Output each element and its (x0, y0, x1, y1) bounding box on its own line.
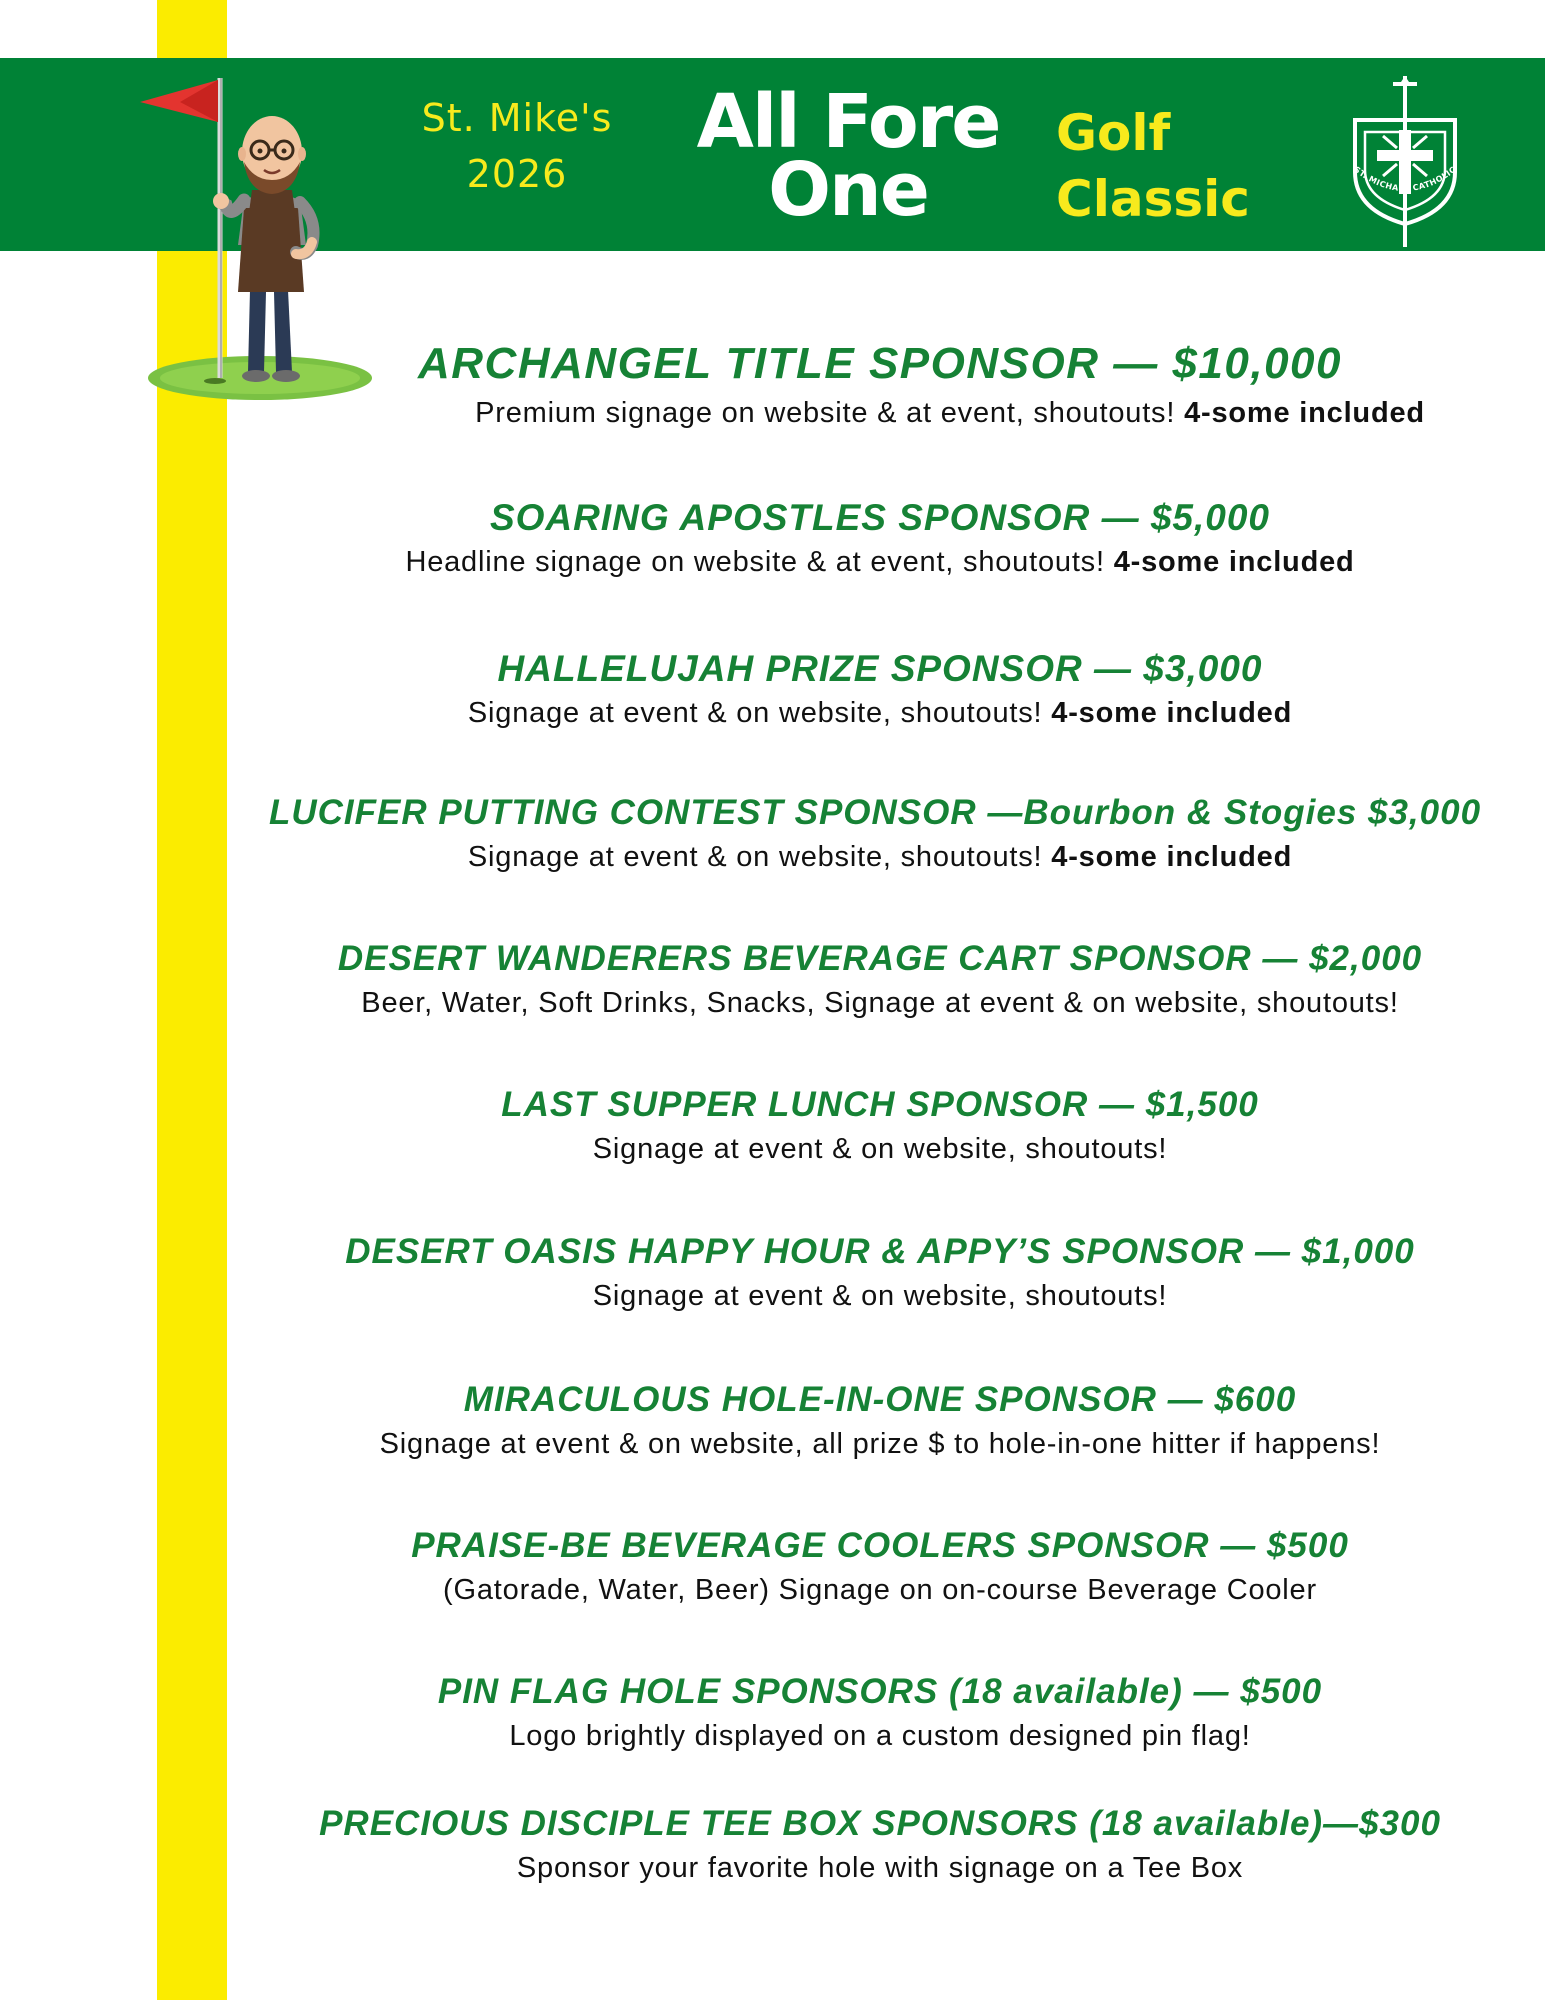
sponsor-tier-pin-flag (230, 1670, 1530, 1755)
sponsor-tier-hole-in-one (230, 1378, 1530, 1463)
sponsor-description (370, 394, 1530, 432)
event-subtitle-line2: Classic (1056, 170, 1250, 228)
event-year: 2026 (466, 152, 568, 196)
sponsor-tier-last-supper (230, 1083, 1530, 1168)
sponsor-description (230, 838, 1530, 876)
sponsor-description (230, 543, 1530, 581)
sponsor-included-note: 4-some included (1113, 546, 1355, 578)
sponsor-tier-desert-wanderers (230, 937, 1530, 1022)
event-title-line1: All Fore (696, 79, 1000, 165)
sponsor-title: PRAISE-BE BEVERAGE COOLERS SPONSOR — $500 (411, 1526, 1349, 1565)
event-title-line2: One (768, 147, 928, 233)
sponsor-title: PRECIOUS DISCIPLE TEE BOX SPONSORS (18 available)—$300 (319, 1804, 1441, 1843)
sponsor-description: Beer, Water, Soft Drinks, Snacks, Signage at event & on website, shoutouts! (361, 987, 1399, 1019)
sponsor-benefits: Signage at event & on website, shoutouts! (467, 697, 1043, 729)
sponsor-tier-lucifer (230, 791, 1530, 876)
sponsor-description: Sponsor your favorite hole with signage on a Tee Box (516, 1852, 1244, 1884)
event-subtitle (1056, 100, 1250, 232)
sponsor-title: DESERT WANDERERS BEVERAGE CART SPONSOR — $2,000 (337, 939, 1423, 978)
svg-text:ST. MICHAEL CATHOLIC: ST. MICHAEL CATHOLIC (1352, 164, 1458, 194)
sponsor-title: HALLELUJAH PRIZE SPONSOR — $3,000 (497, 648, 1263, 689)
sponsor-benefits: Signage at event & on website, shoutouts! (467, 841, 1043, 873)
sponsor-description: (Gatorade, Water, Beer) Signage on on-course Beverage Cooler (443, 1574, 1317, 1606)
sponsor-tier-hallelujah (230, 647, 1530, 732)
sponsor-description: Signage at event & on website, shoutouts! (592, 1280, 1168, 1312)
school-crest-logo (1345, 72, 1465, 250)
sponsor-title: LUCIFER PUTTING CONTEST SPONSOR —Bourbon & Stogies $3,000 (268, 793, 1482, 832)
sponsor-title: LAST SUPPER LUNCH SPONSOR — $1,500 (501, 1085, 1259, 1124)
org-name: St. Mike's (421, 96, 613, 140)
sponsor-tier-archangel (230, 337, 1530, 432)
sponsor-benefits: Headline signage on website & at event, shoutouts! (405, 546, 1105, 578)
sponsor-description: Signage at event & on website, all prize $ to hole-in-one hitter if happens! (379, 1428, 1381, 1460)
sponsor-benefits: Premium signage on website & at event, shoutouts! (475, 397, 1176, 429)
sponsor-title: PIN FLAG HOLE SPONSORS (18 available) — $500 (437, 1672, 1323, 1711)
sponsor-included-note: 4-some included (1184, 397, 1425, 429)
sponsor-included-note: 4-some included (1051, 841, 1293, 873)
sponsor-title: ARCHANGEL TITLE SPONSOR — $10,000 (418, 339, 1342, 388)
event-title (648, 79, 1048, 233)
sponsor-title: SOARING APOSTLES SPONSOR — $5,000 (489, 497, 1271, 538)
sponsor-tier-soaring-apostles (230, 496, 1530, 581)
sponsor-title: DESERT OASIS HAPPY HOUR & APPY’S SPONSOR — $1,000 (345, 1232, 1415, 1271)
sponsor-description: Signage at event & on website, shoutouts! (592, 1133, 1168, 1165)
sponsor-description (230, 694, 1530, 732)
sponsor-description: Logo brightly displayed on a custom designed pin flag! (509, 1720, 1251, 1752)
event-subtitle-line1: Golf (1056, 104, 1171, 162)
sponsor-tier-tee-box (230, 1802, 1530, 1887)
sponsor-tier-praise-be (230, 1524, 1530, 1609)
sponsor-title: MIRACULOUS HOLE-IN-ONE SPONSOR — $600 (463, 1380, 1297, 1419)
sponsor-tier-desert-oasis (230, 1230, 1530, 1315)
sponsor-included-note: 4-some included (1051, 697, 1293, 729)
